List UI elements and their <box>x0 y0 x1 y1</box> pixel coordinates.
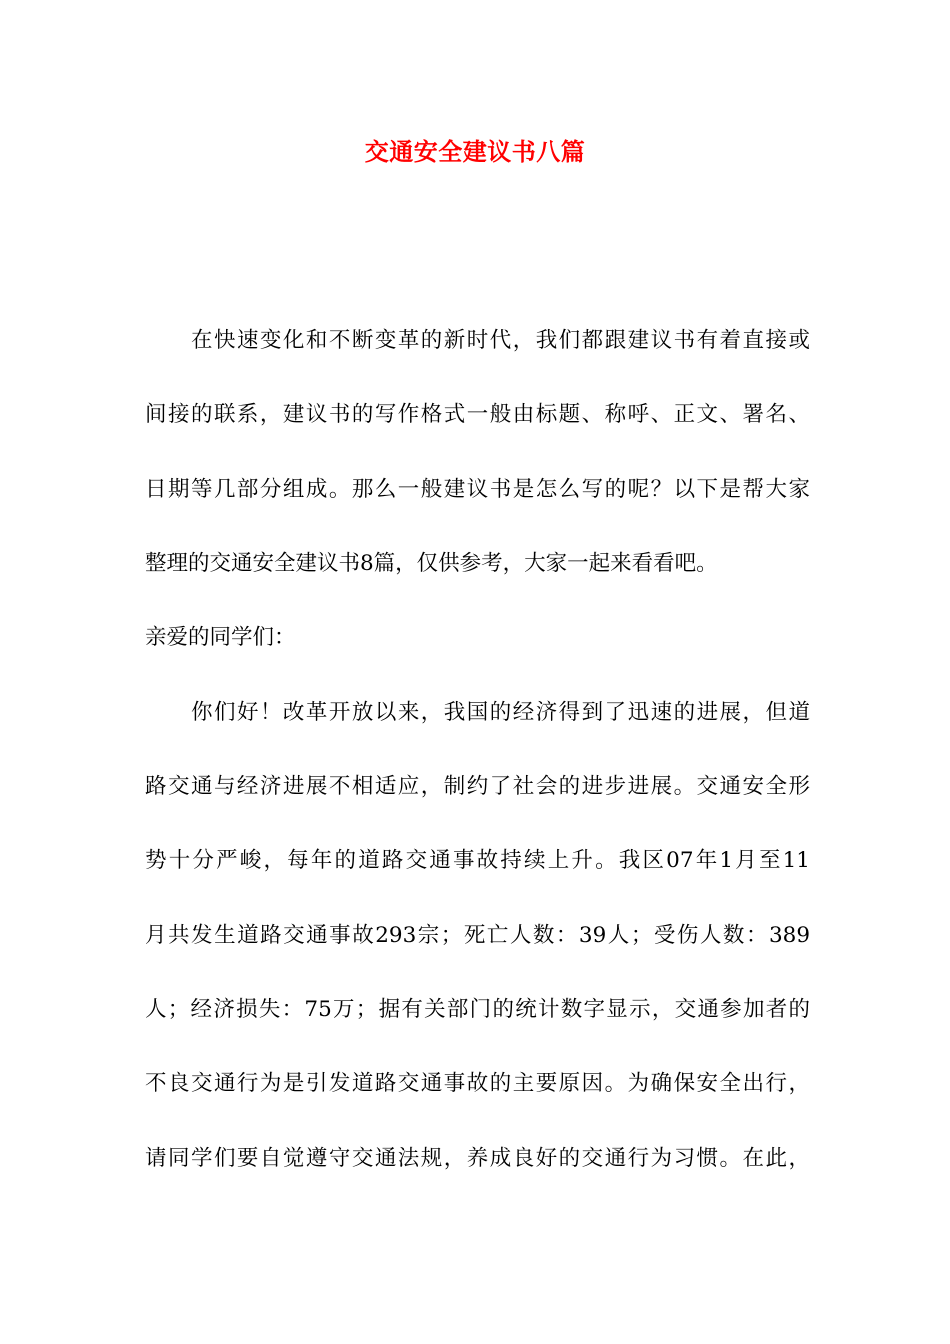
paragraph-line-4: 整理的交通安全建议书8篇，仅供参考，大家一起来看看吧。 <box>145 551 718 576</box>
salutation-line: 亲爱的同学们： <box>145 625 296 650</box>
paragraph-line-8: 势十分严峻，每年的道路交通事故持续上升。我区07年1月至11 <box>145 848 810 873</box>
paragraph-line-11: 不良交通行为是引发道路交通事故的主要原因。为确保安全出行， <box>145 1071 810 1096</box>
paragraph-line-6: 你们好！改革开放以来，我国的经济得到了迅速的进展，但道 <box>191 700 810 725</box>
paragraph-line-3: 日期等几部分组成。那么一般建议书是怎么写的呢？以下是帮大家 <box>145 477 810 502</box>
paragraph-line-7: 路交通与经济进展不相适应，制约了社会的进步进展。交通安全形 <box>145 774 810 799</box>
document-title: 交通安全建议书八篇 <box>364 137 586 166</box>
paragraph-line-1: 在快速变化和不断变革的新时代，我们都跟建议书有着直接或 <box>191 328 810 353</box>
paragraph-line-10: 人；经济损失：75万；据有关部门的统计数字显示，交通参加者的 <box>145 997 810 1022</box>
paragraph-line-12: 请同学们要自觉遵守交通法规，养成良好的交通行为习惯。在此， <box>145 1146 810 1171</box>
paragraph-line-2: 间接的联系，建议书的写作格式一般由标题、称呼、正文、署名、 <box>145 402 810 427</box>
paragraph-line-9: 月共发生道路交通事故293宗；死亡人数：39人；受伤人数：389 <box>145 923 810 948</box>
